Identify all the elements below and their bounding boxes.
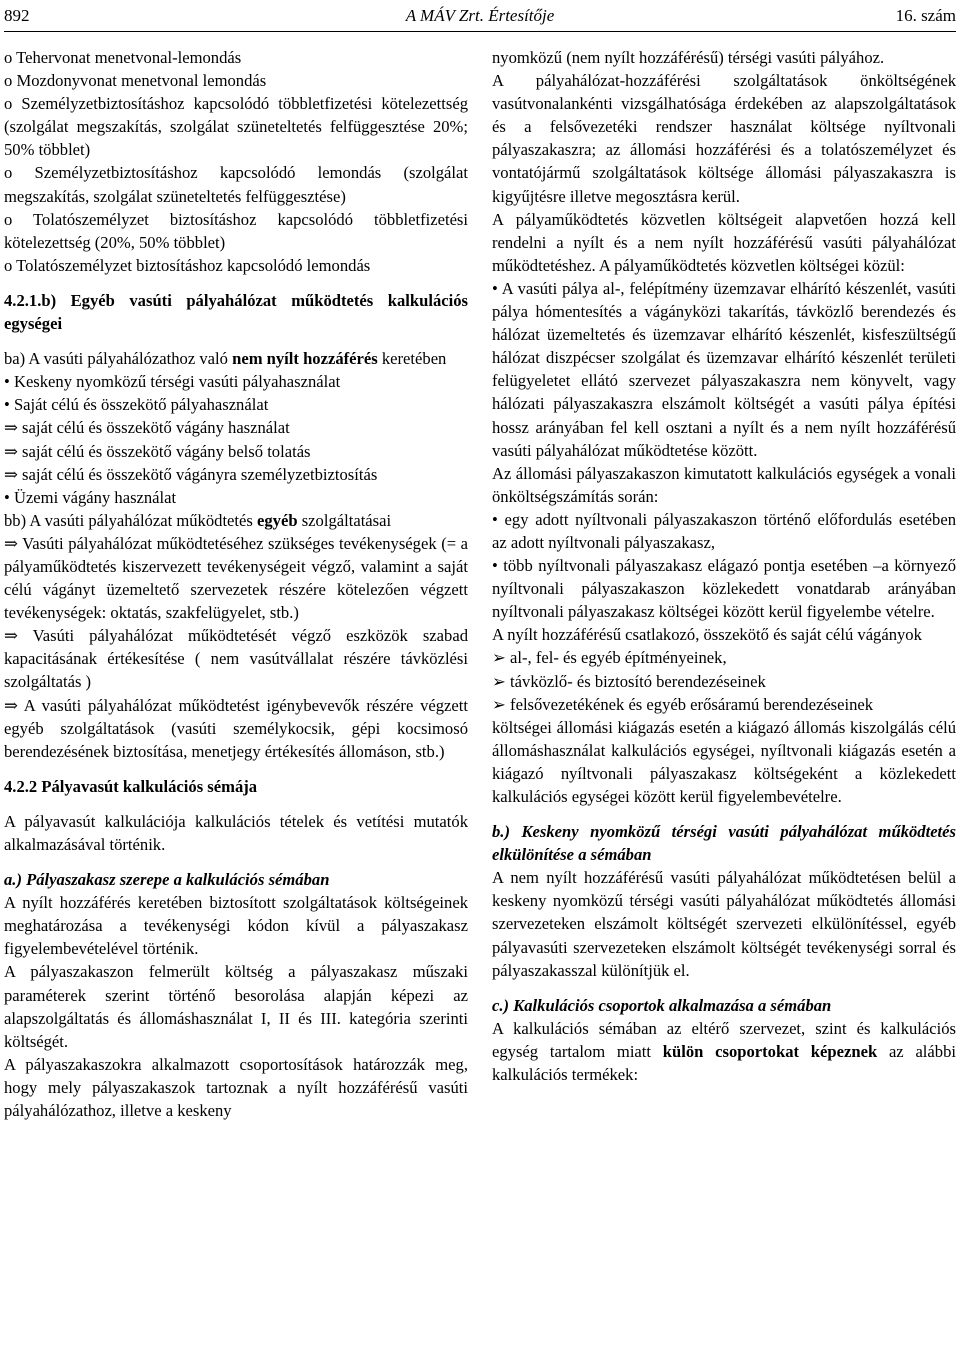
header-rule	[4, 31, 956, 32]
paragraph: A pályavasút kalkulációja kalkulációs tételek és vetítési mutatók alkalmazásával történik.	[4, 811, 468, 854]
paragraph: nyomközű (nem nyílt hozzáférésű) térségi vasúti pályához.	[492, 48, 885, 67]
list-item: o Mozdonyvonat menetvonal lemondás	[4, 71, 267, 91]
list-item: o Tolatószemélyzet biztosításhoz kapcsolódó lemondás	[4, 255, 371, 275]
paragraph: A pályaszakaszon felmerült költség a pályaszakasz műszaki paraméterek szerint történő besorolása alapján képezi az alapszolgáltatás és állomáshasználat I, II és III. kategória szerinti költségét.	[4, 962, 468, 1051]
right-column	[492, 46, 956, 1086]
bullet-item: • Saját célú és összekötő pályahasználat	[4, 395, 269, 415]
paragraph: A nyílt hozzáférés keretében biztosított szolgáltatások költségeinek meghatározása a tevékenységi kódon kívül a pályaszakasz figyelembevételével történik.	[4, 893, 468, 959]
arrow-item: ⇒ saját célú és összekötő vágány belső tolatás	[4, 441, 311, 461]
paragraph: A pályaműködtetés közvetlen költségeit alapvetően hozzá kell rendelni a nyílt és a nem nyílt hozzáférésű vasúti pályahálózat működtetéshez. A pályaműködtetés közvetlen költségei közül:	[492, 209, 956, 275]
list-item: o Tolatószemélyzet biztosításhoz kapcsolódó többletfizetési kötelezettség (20%, 50% többlet)	[4, 209, 468, 252]
paragraph: bb) A vasúti pályahálózat működtetés egyéb szolgáltatásai	[4, 510, 392, 530]
paragraph: A pályahálózat-hozzáférési szolgáltatások önköltségének vasútvonalankénti vizsgálhatósága érdekében az alapszolgáltatások és a felsővezetéki rendszer használat költsége nyíltvonali pályaszakaszra; az állomási hozzáférési és a tolatószemélyzet és vontatójármű szolgáltatások költsége állomási pályaszakaszra is kigyűjtésre illetve megosztásra kerül.	[492, 71, 956, 206]
list-item: o Személyzetbiztosításhoz kapcsolódó többletfizetési kötelezettség (szolgálat megszakítás, szolgálat szüneteltetés felfüggesztése 20%; 50% többlet)	[4, 94, 468, 160]
arrow-item: ➢ távközlő- és biztosító berendezéseinek	[492, 671, 766, 691]
arrow-item: ⇒ A vasúti pályahálózat működtetést igénybevevők részére végzett egyéb szolgáltatások (vasúti személykocsik, gépi kocsimosó berendezésének biztosítása, menetjegy értékesítés állomáson, stb.)	[4, 695, 468, 761]
left-column	[4, 46, 468, 1122]
arrow-item: ⇒ saját célú és összekötő vágány használat	[4, 418, 290, 438]
arrow-item: ⇒ saját célú és összekötő vágányra személyzetbiztosítás	[4, 464, 378, 484]
bullet-item: • A vasúti pálya al-, felépítmény üzemzavar elhárító készenlét, vasúti pálya hómentesítés a vágányközi takarítás, távközlő berendezés és hálózat üzemeltetés és üzemzavar elhárító készenlét, kisfeszültségű hálózat diszpécser szolgálat és üzemzavar elhárító készenlét területi felügyeletet ellátó szervezet pályaszakaszra nem könyvelt, vagy hálózati pályaszakaszra elszámolt költségét a vasúti pálya építési hossz arányában fel kell osztani a nyílt és a nem nyílt hozzáférésű vasúti pályahálózat működtetése között.	[492, 278, 956, 460]
paragraph: Az állomási pályaszakaszon kimutatott kalkulációs egységek a vonali önköltségszámítás során:	[492, 463, 956, 506]
paragraph: ba) A vasúti pályahálózathoz való nem nyílt hozzáférés keretében	[4, 349, 447, 369]
issue-number: 16. szám	[895, 6, 956, 25]
subsection-heading: c.) Kalkulációs csoportok alkalmazása a sémában	[492, 995, 832, 1015]
arrow-item: ➢ felsővezetékének és egyéb erősáramú berendezéseinek	[492, 694, 874, 714]
section-heading: 4.2.2 Pályavasút kalkulációs sémája	[4, 776, 258, 796]
paragraph: A kalkulációs sémában az eltérő szervezet, szint és kalkulációs egység tartalom miatt külön csoportokat képeznek az alábbi kalkulációs termékek:	[492, 1018, 956, 1085]
bullet-item: • több nyíltvonali pályaszakasz elágazó pontja esetében –a környező nyíltvonali pályaszakaszon közlekedett vonatdarab arányában nyíltvonali pályaszakasz költségei között kerül figyelembe vételre.	[492, 556, 956, 622]
paragraph: A nyílt hozzáférésű csatlakozó, összekötő és saját célú vágányok	[492, 625, 922, 645]
bullet-item: • Üzemi vágány használat	[4, 487, 177, 507]
journal-title: A MÁV Zrt. Értesítője	[405, 6, 555, 25]
paragraph: A nem nyílt hozzáférésű vasúti pályahálózat működtetésen belül a keskeny nyomközű térségi vasúti pályahálózat működtetés állomási szervezeteken elszámolt költségét szervezeti elkülönítéssel, egyéb pályavasúti szervezeteken elszámolt költségét tevékenységi sorral és pályaszakasszal különítjük el.	[492, 868, 956, 980]
list-item: o Tehervonat menetvonal-lemondás	[4, 48, 242, 67]
arrow-item: ⇒ Vasúti pályahálózat működtetéséhez szükséges tevékenységek (= a pályaműködtetés kiszervezett tevékenységeit végző, valamint a saját célú vágányt üzemeltető szervezetek részére kötelezően végzett tevékenységek: oktatás, szakfelügyelet, stb.)	[4, 533, 468, 623]
page-number: 892	[4, 6, 30, 25]
bullet-item: • egy adott nyíltvonali pályaszakaszon történő előfordulás esetében az adott nyíltvonali pályaszakasz,	[492, 509, 956, 552]
list-item: o Személyzetbiztosításhoz kapcsolódó lemondás (szolgálat megszakítás, szolgálat szüneteltetés felfüggesztése)	[4, 163, 468, 206]
subsection-heading: b.) Keskeny nyomközű térségi vasúti pályahálózat működtetés elkülönítése a sémában	[492, 822, 956, 865]
paragraph: költségei állomási kiágazás esetén a kiágazó állomás kiszolgálás célú állomáshasználat kalkulációs egységei, nyíltvonali kiágazás esetén a kiágazó nyíltvonali pályaszakasz költségeként a közlekedett kalkulációs egységei között kerül figyelembevételre.	[492, 717, 956, 806]
arrow-item: ➢ al-, fel- és egyéb építményeinek,	[492, 648, 727, 668]
paragraph: A pályaszakaszokra alkalmazott csoportosítások határozzák meg, hogy mely pályaszakaszok tartoznak a nyílt hozzáférésű vasúti pályahálózathoz, illetve a keskeny	[4, 1054, 468, 1121]
subsection-heading: a.) Pályaszakasz szerepe a kalkulációs sémában	[4, 870, 330, 890]
section-heading: 4.2.1.b) Egyéb vasúti pályahálózat működtetés kalkulációs egységei	[4, 290, 468, 334]
bullet-item: • Keskeny nyomközű térségi vasúti pályahasználat	[4, 372, 341, 392]
arrow-item: ⇒ Vasúti pályahálózat működtetését végző eszközök szabad kapacitásának értékesítése ( nem vasútvállalat részére távközlési szolgáltatás )	[4, 626, 468, 692]
running-header	[4, 4, 956, 28]
